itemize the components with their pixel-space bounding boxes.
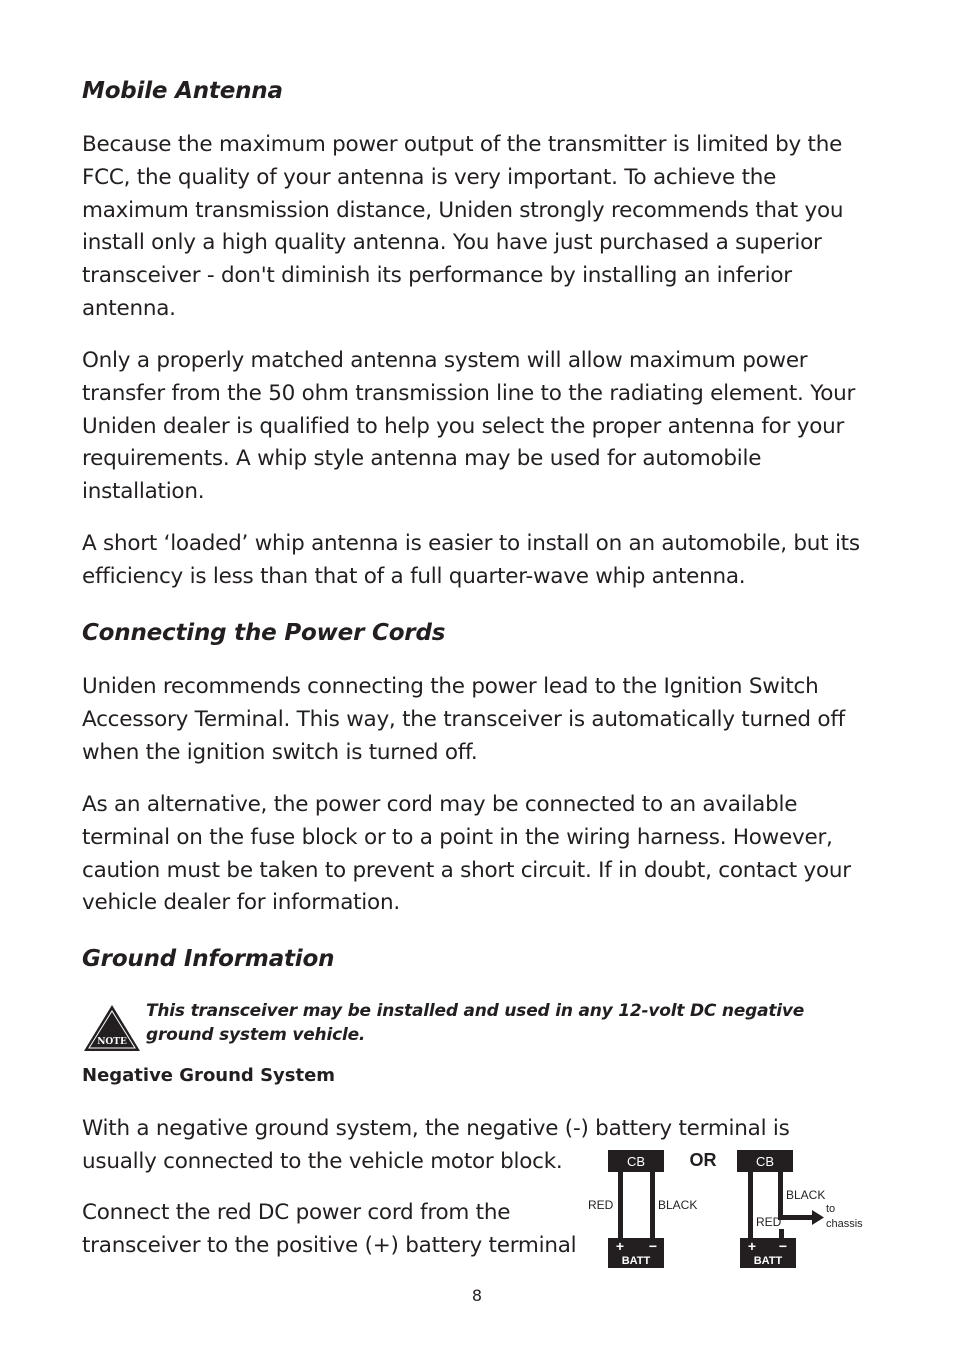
heading-mobile-antenna: Mobile Antenna xyxy=(82,78,283,104)
text-line: Connect the red DC power cord from the xyxy=(82,1200,511,1225)
or-label: OR xyxy=(689,1150,717,1170)
plus-sign-right: + xyxy=(747,1238,757,1254)
paragraph xyxy=(82,1197,582,1263)
batt-label-left: BATT xyxy=(621,1255,651,1267)
note-label: NOTE xyxy=(97,1037,127,1047)
text-line: usually connected to the vehicle motor block. xyxy=(82,1148,563,1174)
wiring-diagram xyxy=(586,1145,876,1275)
cb-label-left: CB xyxy=(626,1154,646,1169)
to-label: to xyxy=(826,1203,836,1215)
black-label-right: BLACK xyxy=(786,1188,826,1202)
heading-power-cords: Connecting the Power Cords xyxy=(82,620,446,646)
cb-label-right: CB xyxy=(755,1154,775,1169)
black-label-left: BLACK xyxy=(658,1198,698,1212)
chassis-label: chassis xyxy=(826,1218,863,1230)
red-wire-left xyxy=(618,1172,623,1238)
red-label-left: RED xyxy=(588,1198,614,1212)
red-label-right: RED xyxy=(756,1215,782,1229)
paragraph: Uniden recommends connecting the power lead to the Ignition Switch Accessory Terminal. This way, the transceiver is automatically turned off when the ignition switch is turned off. xyxy=(82,674,845,765)
black-wire-left xyxy=(650,1172,655,1238)
note-text: This transceiver may be installed and used in any 12-volt DC negative ground system vehicle. xyxy=(146,1001,805,1045)
heading-ground-information: Ground Information xyxy=(82,946,335,972)
minus-stub-right xyxy=(779,1229,784,1238)
note-warning-icon xyxy=(82,1004,142,1052)
paragraph: A short ‘loaded’ whip antenna is easier to install on an automobile, but its efficiency is less than that of a full quarter-wave whip antenna. xyxy=(82,531,860,589)
black-wire-right xyxy=(778,1172,783,1220)
text-line: transceiver to the positive (+) battery terminal xyxy=(82,1232,577,1258)
paragraph: Because the maximum power output of the transmitter is limited by the FCC, the quality of your antenna is very important. To achieve the maximum transmission distance, Uniden strongly recommends that you install only a high quality antenna. You have just purchased a superior transceiver - don't diminish its performance by installing an inferior antenna. xyxy=(82,132,844,321)
minus-sign-left: − xyxy=(648,1238,658,1254)
paragraph: Only a properly matched antenna system will allow maximum power transfer from the 50 ohm transmission line to the radiating element. Your Uniden dealer is qualified to help you select the proper antenna for your requirements. A whip style antenna may be used for automobile installation. xyxy=(82,348,856,505)
text-line: With a negative ground system, the negative (-) battery terminal is xyxy=(82,1116,790,1141)
minus-sign-right: − xyxy=(778,1238,788,1254)
black-wire-right-horizontal xyxy=(778,1215,814,1220)
red-wire-right xyxy=(748,1172,753,1238)
arrow-head-icon xyxy=(812,1210,824,1225)
batt-label-right: BATT xyxy=(753,1255,783,1267)
plus-sign-left: + xyxy=(615,1238,625,1254)
subheading-negative-ground: Negative Ground System xyxy=(82,1065,336,1086)
page-number: 8 xyxy=(471,1286,483,1305)
paragraph: As an alternative, the power cord may be connected to an available terminal on the fuse block or to a point in the wiring harness. However, caution must be taken to prevent a short circuit. If in doubt, contact your vehicle dealer for information. xyxy=(82,792,851,916)
